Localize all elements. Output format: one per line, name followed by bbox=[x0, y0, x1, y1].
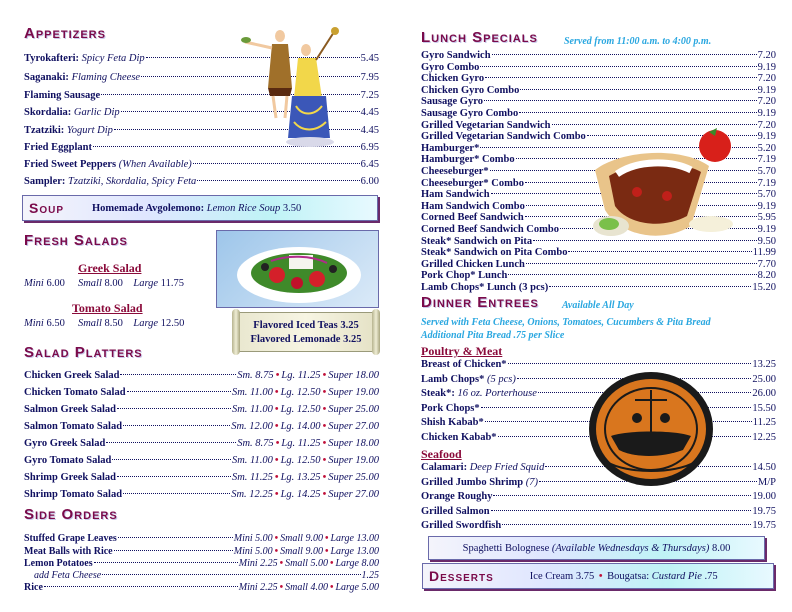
item-name: Hamburger* Combo bbox=[421, 154, 515, 166]
dot-leader bbox=[44, 586, 238, 587]
item-prices bbox=[232, 472, 379, 483]
small-price: Sm. 11.00 bbox=[231, 404, 273, 415]
large-price: Lg. 14.00 bbox=[280, 421, 321, 432]
desserts-items: Ice Cream 3.75 • Bougatsa: Custard Pie .75 bbox=[529, 570, 718, 582]
item-price: 13.25 bbox=[752, 359, 776, 370]
item-name-text: Shish Kabab* bbox=[421, 417, 484, 428]
item-price: 12.25 bbox=[752, 431, 776, 443]
item-prices bbox=[232, 387, 379, 398]
dot-leader bbox=[568, 251, 751, 252]
item-price: 5.45 bbox=[360, 53, 379, 64]
dinner-served-with: Served with Feta Cheese, Onions, Tomatoes, Cucumbers & Pita Bread bbox=[421, 317, 711, 328]
addon-row bbox=[24, 570, 379, 581]
spaghetti-text: Spaghetti Bolognese (Available Wednesdays & Thursdays) 8.00 bbox=[462, 542, 731, 554]
item-name bbox=[421, 374, 516, 385]
item-name bbox=[421, 520, 501, 531]
list-item bbox=[421, 520, 776, 531]
item-name: Hamburger* bbox=[421, 142, 480, 154]
item-name-text: Breast of Chicken* bbox=[421, 359, 507, 370]
table-row bbox=[24, 546, 379, 557]
item-name bbox=[421, 432, 497, 443]
bullet-icon: • bbox=[324, 546, 329, 557]
dot-leader bbox=[485, 77, 757, 78]
desserts-title: Desserts bbox=[429, 568, 494, 584]
dot-leader bbox=[118, 537, 233, 538]
list-item bbox=[421, 247, 776, 258]
item-name: Gyro Tomato Salad bbox=[24, 455, 112, 466]
mini-price: Mini 5.00 bbox=[233, 546, 273, 557]
item-desc: Flaming Cheese bbox=[71, 72, 141, 83]
bullet-icon: • bbox=[279, 558, 284, 569]
small-price: Sm. 11.25 bbox=[231, 472, 273, 483]
item-price: 7.19 bbox=[757, 177, 776, 189]
item-price: 5.95 bbox=[757, 212, 776, 224]
list-item bbox=[421, 282, 776, 293]
item-name: Rice bbox=[24, 582, 43, 593]
addon-name: add Feta Cheese bbox=[34, 570, 102, 581]
item-price: 9.50 bbox=[757, 235, 776, 247]
small-price: Small 9.00 bbox=[280, 533, 323, 544]
item-name: Steak* Sandwich on Pita Combo bbox=[421, 247, 568, 259]
tomato-salad-prices: Mini 6.50 Small 8.50 Large 12.50 bbox=[24, 318, 185, 329]
dot-leader bbox=[526, 263, 757, 264]
item-name-text: Steak*: bbox=[421, 388, 455, 399]
item-desc: Deep Fried Squid bbox=[469, 462, 545, 473]
bullet-icon: • bbox=[279, 582, 284, 593]
list-item bbox=[421, 62, 776, 73]
dot-leader bbox=[193, 163, 360, 164]
item-name bbox=[24, 107, 120, 118]
item-name-text: Sampler: bbox=[24, 176, 66, 187]
greek-salad-photo bbox=[216, 230, 379, 308]
mini-price: Mini 5.00 bbox=[233, 533, 273, 544]
item-price: 9.19 bbox=[757, 224, 776, 235]
item-name bbox=[24, 176, 196, 187]
large-price: Lg. 12.50 bbox=[280, 455, 321, 466]
item-price: 5.70 bbox=[757, 166, 776, 177]
super-price: Super 18.00 bbox=[328, 438, 379, 449]
lemonade-line: Flavored Lemonade 3.25 bbox=[250, 334, 362, 345]
item-name: Ham Sandwich Combo bbox=[421, 200, 525, 212]
bullet-icon: • bbox=[322, 387, 327, 398]
large-price: Large 13.00 bbox=[330, 546, 379, 557]
list-item bbox=[421, 85, 776, 96]
dot-leader bbox=[123, 425, 230, 426]
list-item bbox=[421, 270, 776, 281]
list-item bbox=[24, 176, 379, 187]
item-name: Gyro Greek Salad bbox=[24, 438, 106, 449]
item-name-text: Chicken Kabab* bbox=[421, 431, 497, 443]
item-prices bbox=[231, 421, 379, 432]
bullet-icon: • bbox=[274, 421, 279, 432]
item-name-text: Grilled Salmon bbox=[421, 505, 490, 517]
item-name-text: Saganaki: bbox=[24, 72, 69, 83]
item-desc: 16 oz. Porterhouse bbox=[457, 388, 537, 399]
small-price: Sm. 12.00 bbox=[231, 421, 273, 432]
item-name-text: Grilled Swordfish bbox=[421, 520, 502, 531]
item-price: 19.00 bbox=[752, 491, 776, 502]
item-price: 7.20 bbox=[757, 50, 776, 61]
dot-leader bbox=[519, 112, 756, 113]
dot-leader bbox=[112, 459, 231, 460]
item-name: Salmon Greek Salad bbox=[24, 404, 116, 415]
table-row bbox=[24, 421, 379, 432]
item-name: Cheeseburger* Combo bbox=[421, 177, 524, 189]
large-price: Lg. 11.25 bbox=[281, 438, 321, 449]
item-price: 6.00 bbox=[360, 176, 379, 187]
item-desc: Yogurt Dip bbox=[66, 125, 113, 136]
bullet-icon: • bbox=[322, 370, 327, 381]
item-price: 19.75 bbox=[752, 520, 776, 531]
item-name: Meat Balls with Rice bbox=[24, 546, 113, 557]
item-desc: (5 pcs) bbox=[486, 373, 516, 385]
item-name bbox=[24, 90, 100, 101]
list-item bbox=[421, 491, 776, 502]
large-price: Lg. 12.50 bbox=[280, 404, 321, 415]
dot-leader bbox=[117, 408, 231, 409]
dot-leader bbox=[106, 442, 236, 443]
small-price: Sm. 8.75 bbox=[237, 370, 274, 381]
item-name: Shrimp Tomato Salad bbox=[24, 489, 123, 500]
item-prices bbox=[239, 582, 379, 593]
table-row bbox=[24, 472, 379, 483]
bullet-icon: • bbox=[274, 387, 279, 398]
item-prices bbox=[231, 489, 379, 500]
dot-leader bbox=[127, 391, 231, 392]
bullet-icon: • bbox=[329, 558, 334, 569]
item-name bbox=[421, 491, 492, 502]
item-price: 7.70 bbox=[757, 258, 776, 270]
item-name: Ham Sandwich bbox=[421, 189, 490, 201]
item-desc: (When Available) bbox=[118, 159, 192, 170]
item-name bbox=[421, 403, 480, 414]
small-price: Sm. 12.25 bbox=[231, 489, 273, 500]
bullet-icon: • bbox=[324, 533, 329, 544]
item-name bbox=[24, 53, 145, 64]
item-price: 15.20 bbox=[752, 282, 776, 293]
dot-leader bbox=[480, 66, 756, 67]
spaghetti-banner bbox=[428, 536, 765, 560]
list-item bbox=[421, 96, 776, 107]
large-price: Large 8.00 bbox=[335, 558, 379, 569]
item-price: 19.75 bbox=[752, 505, 776, 517]
bullet-icon: • bbox=[274, 472, 279, 483]
item-name-text: Lamb Chops* bbox=[421, 373, 485, 385]
table-row bbox=[24, 558, 379, 569]
greek-salad-prices: Mini 6.00 Small 8.00 Large 11.75 bbox=[24, 278, 184, 289]
small-price: Sm. 8.75 bbox=[237, 438, 274, 449]
tomato-salad-title: Tomato Salad bbox=[72, 301, 143, 315]
item-price: 11.99 bbox=[752, 247, 776, 259]
item-name: Grilled Vegetarian Sandwich bbox=[421, 119, 551, 131]
item-name-text: Skordalia: bbox=[24, 107, 72, 118]
item-name bbox=[421, 477, 538, 488]
dinner-entrees-heading: Dinner Entrees bbox=[421, 294, 539, 311]
item-price: 9.19 bbox=[757, 84, 776, 96]
dot-leader bbox=[493, 495, 751, 496]
list-item bbox=[24, 159, 379, 170]
bullet-icon: • bbox=[274, 546, 279, 557]
item-price: 7.20 bbox=[757, 73, 776, 85]
table-row bbox=[24, 387, 379, 398]
table-row bbox=[24, 582, 379, 593]
dot-leader bbox=[491, 510, 752, 511]
item-name-text: Fried Eggplant bbox=[24, 142, 92, 153]
dot-leader bbox=[197, 180, 359, 181]
dinner-availability-note: Available All Day bbox=[562, 300, 634, 311]
dot-leader bbox=[94, 562, 238, 563]
dot-leader bbox=[123, 493, 230, 494]
list-item bbox=[421, 359, 776, 370]
item-price: 26.00 bbox=[752, 388, 776, 399]
item-price: 9.19 bbox=[757, 200, 776, 212]
bullet-icon: • bbox=[274, 455, 279, 466]
dot-leader bbox=[508, 274, 756, 275]
table-row bbox=[24, 404, 379, 415]
table-row bbox=[24, 438, 379, 449]
item-name: Chicken Gyro Combo bbox=[421, 84, 520, 96]
greek-plate-illustration bbox=[587, 370, 715, 488]
large-price: Lg. 13.25 bbox=[280, 472, 321, 483]
item-name: Pork Chop* Lunch bbox=[421, 270, 508, 282]
item-prices bbox=[234, 546, 379, 557]
item-name: Gyro Combo bbox=[421, 61, 480, 73]
item-name: Grilled Chicken Lunch bbox=[421, 258, 525, 270]
item-name bbox=[24, 72, 140, 83]
super-price: Super 19.00 bbox=[328, 455, 379, 466]
small-price: Small 4.00 bbox=[285, 582, 328, 593]
item-desc: Spicy Feta Dip bbox=[81, 53, 145, 64]
item-price: 15.50 bbox=[752, 402, 776, 414]
super-price: Super 25.00 bbox=[328, 472, 379, 483]
gyro-photo bbox=[591, 126, 741, 248]
item-name: Chicken Gyro bbox=[421, 73, 485, 85]
item-price: 7.20 bbox=[757, 119, 776, 131]
item-desc: (7) bbox=[525, 476, 538, 488]
item-price: 7.19 bbox=[757, 154, 776, 166]
large-price: Large 5.00 bbox=[335, 582, 379, 593]
item-name: Lamb Chops* Lunch (3 pcs) bbox=[421, 282, 549, 293]
bullet-icon: • bbox=[274, 533, 279, 544]
item-price: 6.45 bbox=[360, 159, 379, 170]
item-name bbox=[24, 125, 113, 136]
item-name: Steak* Sandwich on Pita bbox=[421, 235, 533, 247]
item-prices bbox=[234, 533, 379, 544]
iced-tea-line: Flavored Iced Teas 3.25 bbox=[253, 320, 359, 331]
item-name: Corned Beef Sandwich Combo bbox=[421, 224, 559, 235]
dot-leader bbox=[102, 574, 360, 575]
mini-price: Mini 2.25 bbox=[238, 558, 278, 569]
lunch-hours-note: Served from 11:00 a.m. to 4:00 p.m. bbox=[564, 36, 712, 47]
list-item bbox=[421, 73, 776, 84]
small-price: Sm. 11.00 bbox=[231, 455, 273, 466]
item-name: Corned Beef Sandwich bbox=[421, 212, 524, 224]
item-price: 9.19 bbox=[757, 131, 776, 143]
desserts-banner bbox=[422, 563, 774, 589]
item-name: Sausage Gyro bbox=[421, 96, 483, 108]
bullet-icon: • bbox=[275, 438, 280, 449]
bullet-icon: • bbox=[322, 438, 327, 449]
fresh-salads-heading: Fresh Salads bbox=[24, 232, 128, 249]
item-name-text: Orange Roughy bbox=[421, 491, 493, 502]
item-price: 6.95 bbox=[360, 142, 379, 153]
mini-price: Mini 2.25 bbox=[238, 582, 278, 593]
item-name: Gyro Sandwich bbox=[421, 50, 491, 61]
item-name-text: Flaming Sausage bbox=[24, 90, 101, 101]
item-prices bbox=[232, 404, 379, 415]
list-item bbox=[421, 50, 776, 61]
table-row bbox=[24, 489, 379, 500]
greek-salad-title: Greek Salad bbox=[78, 261, 142, 275]
dot-leader bbox=[508, 363, 752, 364]
drinks-scroll bbox=[236, 312, 376, 352]
table-row bbox=[24, 370, 379, 381]
dot-leader bbox=[120, 374, 236, 375]
item-name bbox=[421, 417, 484, 428]
item-name: Sausage Gyro Combo bbox=[421, 108, 519, 119]
item-name-text: Fried Sweet Peppers bbox=[24, 159, 117, 170]
item-desc: Garlic Dip bbox=[73, 107, 120, 118]
list-item bbox=[421, 259, 776, 270]
item-prices bbox=[232, 455, 379, 466]
large-price: Lg. 11.25 bbox=[281, 370, 321, 381]
bullet-icon: • bbox=[274, 404, 279, 415]
small-price: Sm. 11.00 bbox=[231, 387, 273, 398]
super-price: Super 27.00 bbox=[328, 421, 379, 432]
item-price: 8.20 bbox=[757, 270, 776, 282]
item-price: 11.25 bbox=[752, 417, 776, 428]
item-name bbox=[421, 462, 544, 473]
soup-title: Soup bbox=[29, 200, 65, 216]
item-price: 7.25 bbox=[360, 90, 379, 101]
bullet-icon: • bbox=[274, 489, 279, 500]
soup-banner bbox=[22, 195, 378, 221]
dot-leader bbox=[492, 54, 757, 55]
dot-leader bbox=[114, 550, 233, 551]
item-price: 9.19 bbox=[757, 108, 776, 119]
side-orders-heading: Side Orders bbox=[24, 506, 118, 523]
item-name: Chicken Greek Salad bbox=[24, 370, 120, 381]
addon-price: 1.25 bbox=[361, 570, 379, 581]
bullet-icon: • bbox=[275, 370, 280, 381]
salad-platters-heading: Salad Platters bbox=[24, 344, 143, 361]
list-item bbox=[421, 108, 776, 119]
item-price: 14.50 bbox=[752, 462, 776, 473]
item-price: 9.19 bbox=[757, 61, 776, 73]
item-name: Salmon Tomato Salad bbox=[24, 421, 123, 432]
item-name: Grilled Vegetarian Sandwich Combo bbox=[421, 131, 586, 143]
table-row bbox=[24, 533, 379, 544]
super-price: Super 19.00 bbox=[328, 387, 379, 398]
super-price: Super 27.00 bbox=[328, 489, 379, 500]
small-price: Small 5.00 bbox=[285, 558, 328, 569]
item-name: Chicken Tomato Salad bbox=[24, 387, 126, 398]
item-price: 25.00 bbox=[752, 373, 776, 385]
item-name-text: Pork Chops* bbox=[421, 402, 480, 414]
list-item bbox=[421, 506, 776, 517]
item-prices bbox=[239, 558, 379, 569]
item-name: Cheeseburger* bbox=[421, 166, 489, 177]
item-price: 7.95 bbox=[360, 72, 379, 83]
seafood-title: Seafood bbox=[421, 447, 462, 461]
dot-leader bbox=[484, 100, 757, 101]
item-price: M/P bbox=[757, 476, 776, 488]
dot-leader bbox=[552, 124, 757, 125]
table-row bbox=[24, 455, 379, 466]
bullet-icon: • bbox=[322, 404, 327, 415]
item-name: Stuffed Grape Leaves bbox=[24, 533, 117, 544]
bullet-icon: • bbox=[322, 472, 327, 483]
bullet-icon: • bbox=[322, 489, 327, 500]
item-desc: Tzatziki, Skordalia, Spicy Feta bbox=[68, 176, 197, 187]
item-price: 7.20 bbox=[757, 96, 776, 108]
item-name bbox=[421, 359, 507, 370]
pita-note: Additional Pita Bread .75 per Slice bbox=[421, 330, 565, 341]
dot-leader bbox=[520, 89, 756, 90]
soup-text: Homemade Avgolemono: Lemon Rice Soup 3.50 bbox=[92, 202, 302, 214]
lunch-specials-heading: Lunch Specials bbox=[421, 29, 538, 46]
appetizers-heading: Appetizers bbox=[24, 25, 106, 42]
large-price: Lg. 12.50 bbox=[280, 387, 321, 398]
item-name: Shrimp Greek Salad bbox=[24, 472, 116, 483]
large-price: Large 13.00 bbox=[330, 533, 379, 544]
item-name bbox=[421, 506, 490, 517]
item-price: 4.45 bbox=[360, 107, 379, 118]
item-name-text: Tzatziki: bbox=[24, 125, 65, 136]
item-name-text: Grilled Jumbo Shrimp bbox=[421, 476, 524, 488]
bullet-icon: • bbox=[322, 455, 327, 466]
bullet-icon: • bbox=[329, 582, 334, 593]
item-price: 5.70 bbox=[757, 189, 776, 201]
small-price: Small 9.00 bbox=[280, 546, 323, 557]
dot-leader bbox=[502, 524, 751, 525]
item-prices bbox=[237, 438, 379, 449]
item-price: 4.45 bbox=[360, 125, 379, 136]
dot-leader bbox=[549, 286, 751, 287]
poultry-meat-title: Poultry & Meat bbox=[421, 344, 503, 358]
super-price: Super 18.00 bbox=[328, 370, 379, 381]
item-prices bbox=[237, 370, 379, 381]
item-name bbox=[24, 142, 92, 153]
greek-figures-illustration bbox=[240, 26, 348, 150]
dot-leader bbox=[117, 476, 231, 477]
item-name bbox=[421, 388, 537, 399]
item-name: Lemon Potatoes bbox=[24, 558, 93, 569]
bullet-icon: • bbox=[322, 421, 327, 432]
item-name bbox=[24, 159, 192, 170]
item-price: 5.20 bbox=[757, 142, 776, 154]
item-name-text: Calamari: bbox=[421, 462, 468, 473]
item-name-text: Tyrokafteri: bbox=[24, 53, 80, 64]
super-price: Super 25.00 bbox=[328, 404, 379, 415]
large-price: Lg. 14.25 bbox=[280, 489, 321, 500]
